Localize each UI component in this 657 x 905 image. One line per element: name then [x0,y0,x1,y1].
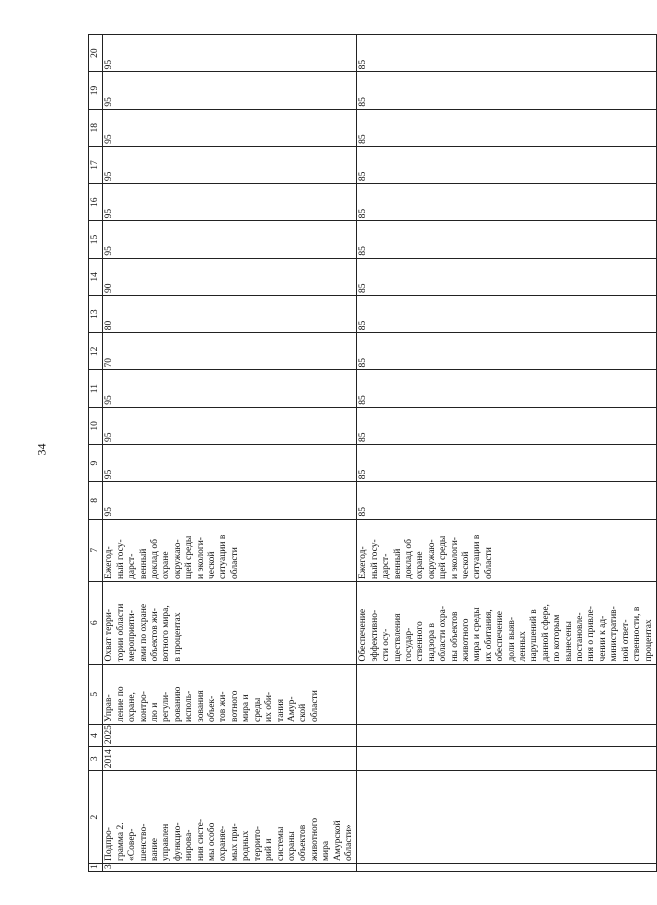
table-row [357,35,657,872]
source-cell: Ежегод- ный госу- дарст- венный доклад об охране окружаю- щей среды и экологи- ческой ситуации в области [103,519,357,581]
value-cell: 85 [357,184,657,221]
header-row [89,35,103,872]
header-cell: 5 [89,664,103,724]
indicator-cell: Охват терри- тории области мероприяти- ями по охране объектов жи- вотного мира, в процентах [103,581,357,664]
end-year-cell: 2025 [103,724,357,746]
value-cell: 95 [103,482,357,519]
header-cell: 4 [89,724,103,746]
header-cell: 16 [89,184,103,221]
executor-cell: Управ- ление по охране, контро- лю и регули- рованию исполь- зования объек- тов жи- вотного мира и среды их оби- тания Амур- ской области [103,664,357,724]
table-row [103,35,357,872]
header-cell: 19 [89,72,103,109]
value-cell: 85 [357,482,657,519]
subprogram-cell [357,771,657,864]
data-table [88,34,657,872]
header-cell: 14 [89,258,103,295]
source-cell: Ежегод- ный госу- дарст- венный доклад об охране окружаю- щей среды и экологи- ческой ситуации в области [357,519,657,581]
header-cell: 1 [89,863,103,871]
value-cell: 85 [357,146,657,183]
header-cell: 12 [89,333,103,370]
subprogram-cell: Подпро- грамма 2. «Совер- шенство- вание управлен функцио- нирова- ния систе- мы особо охраняе- мых при- родных террито- рий и системы охраны объектов животного мира Амурской области» [103,771,357,864]
value-cell: 85 [357,35,657,72]
value-cell: 95 [103,407,357,444]
value-cell: 95 [103,35,357,72]
header-cell: 11 [89,370,103,407]
value-cell: 95 [103,109,357,146]
end-year-cell [357,724,657,746]
value-cell: 85 [357,407,657,444]
header-cell: 20 [89,35,103,72]
row-number-cell: 3 [103,863,357,871]
value-cell: 85 [357,370,657,407]
start-year-cell [357,747,657,771]
value-cell: 85 [357,109,657,146]
header-cell: 8 [89,482,103,519]
header-cell: 10 [89,407,103,444]
header-cell: 17 [89,146,103,183]
value-cell: 80 [103,295,357,332]
value-cell: 95 [103,184,357,221]
value-cell: 95 [103,72,357,109]
value-cell: 95 [103,221,357,258]
value-cell: 85 [357,445,657,482]
value-cell: 85 [357,333,657,370]
value-cell: 70 [103,333,357,370]
value-cell: 95 [103,370,357,407]
value-cell: 95 [103,445,357,482]
indicator-cell: Обеспечение эффективно- сти осу- ществления государ- ственного надзора в области охра- ны объектов животного мира и среды их обитания, обеспечение доли выяв- ленных нарушений в данной сфере, по которым вынесены постановле- ния о привле- чении к ад- министратив- ной ответ- ственности, в процентах [357,581,657,664]
executor-cell [357,664,657,724]
value-cell: 85 [357,295,657,332]
header-cell: 3 [89,747,103,771]
value-cell: 85 [357,221,657,258]
value-cell: 85 [357,72,657,109]
header-cell: 2 [89,771,103,864]
row-number-cell [357,863,657,871]
value-cell: 95 [103,146,357,183]
value-cell: 90 [103,258,357,295]
start-year-cell: 2014 [103,747,357,771]
header-cell: 18 [89,109,103,146]
header-cell: 9 [89,445,103,482]
header-cell: 13 [89,295,103,332]
page-number: 34 [34,443,49,456]
value-cell: 85 [357,258,657,295]
header-cell: 15 [89,221,103,258]
rotated-table-wrapper [88,34,654,872]
header-cell: 6 [89,581,103,664]
header-cell: 7 [89,519,103,581]
